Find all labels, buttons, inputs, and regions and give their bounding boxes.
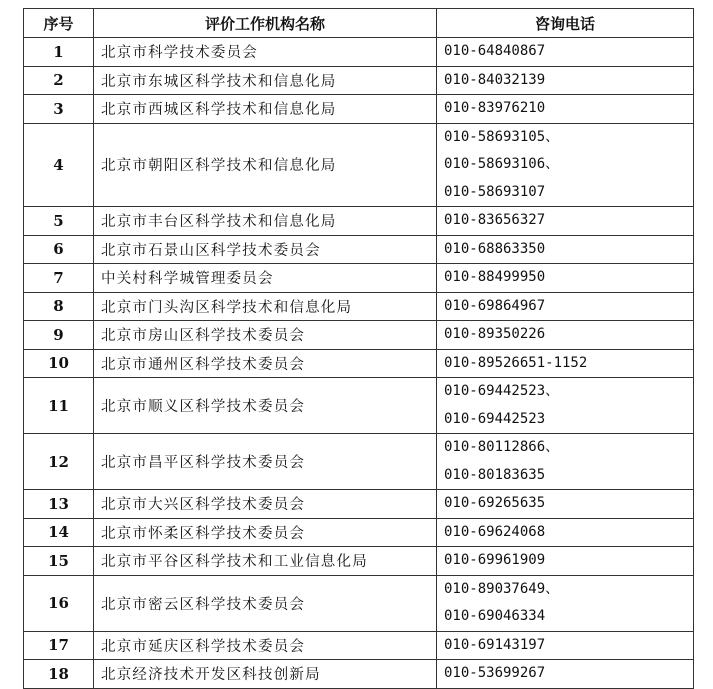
row-index: 6 <box>24 235 94 264</box>
org-name-cell: 北京市通州区科学技术委员会 <box>94 349 437 378</box>
table-row <box>24 378 694 434</box>
table-row <box>24 38 694 67</box>
row-index: 13 <box>24 490 94 519</box>
phone-cell <box>437 547 694 576</box>
table-row <box>24 490 694 519</box>
phone-number: 010-83976210 <box>444 100 546 116</box>
table-row <box>24 575 694 631</box>
phone-number: 010-58693106、 <box>444 156 560 172</box>
row-index: 9 <box>24 321 94 350</box>
row-index: 11 <box>24 378 94 434</box>
table-row <box>24 434 694 490</box>
table-row <box>24 349 694 378</box>
phone-cell <box>437 631 694 660</box>
phone-cell <box>437 349 694 378</box>
org-name-cell: 北京市延庆区科学技术委员会 <box>94 631 437 660</box>
phone-cell <box>437 434 694 490</box>
org-name-cell: 北京市科学技术委员会 <box>94 38 437 67</box>
table-row <box>24 123 694 207</box>
phone-number: 010-53699267 <box>444 665 546 681</box>
contact-table <box>23 8 694 689</box>
org-name-cell: 北京市丰台区科学技术和信息化局 <box>94 207 437 236</box>
row-index: 3 <box>24 95 94 124</box>
header-phone: 咨询电话 <box>437 9 694 38</box>
phone-cell <box>437 123 694 207</box>
org-name-cell: 北京市房山区科学技术委员会 <box>94 321 437 350</box>
row-index: 18 <box>24 660 94 689</box>
org-name-cell: 北京市大兴区科学技术委员会 <box>94 490 437 519</box>
phone-number: 010-69442523、 <box>444 383 560 399</box>
row-index: 15 <box>24 547 94 576</box>
row-index: 4 <box>24 123 94 207</box>
phone-number: 010-64840867 <box>444 43 546 59</box>
phone-cell <box>437 378 694 434</box>
table-row <box>24 66 694 95</box>
row-index: 17 <box>24 631 94 660</box>
table-row <box>24 292 694 321</box>
phone-number: 010-69265635 <box>444 495 546 511</box>
phone-cell <box>437 66 694 95</box>
row-index: 7 <box>24 264 94 293</box>
row-index: 8 <box>24 292 94 321</box>
row-index: 5 <box>24 207 94 236</box>
phone-number: 010-69046334 <box>444 608 546 624</box>
phone-number: 010-68863350 <box>444 240 546 257</box>
phone-cell <box>437 575 694 631</box>
row-index: 10 <box>24 349 94 378</box>
phone-number: 010-89526651-1152 <box>444 354 588 371</box>
org-name-cell: 北京市朝阳区科学技术和信息化局 <box>94 123 437 207</box>
org-name-cell: 北京经济技术开发区科技创新局 <box>94 660 437 689</box>
phone-number: 010-58693107 <box>444 183 546 200</box>
phone-number: 010-84032139 <box>444 71 546 88</box>
org-name-cell: 北京市昌平区科学技术委员会 <box>94 434 437 490</box>
phone-number: 010-88499950 <box>444 269 546 285</box>
phone-number: 010-89350226 <box>444 326 546 342</box>
phone-number: 010-80183635 <box>444 466 546 483</box>
phone-cell <box>437 235 694 264</box>
table-row <box>24 631 694 660</box>
phone-cell <box>437 490 694 519</box>
org-name-cell: 北京市东城区科学技术和信息化局 <box>94 66 437 95</box>
table-row <box>24 547 694 576</box>
phone-cell <box>437 207 694 236</box>
org-name-cell: 北京市门头沟区科学技术和信息化局 <box>94 292 437 321</box>
phone-cell <box>437 95 694 124</box>
org-name-cell: 北京市怀柔区科学技术委员会 <box>94 518 437 547</box>
org-name-cell: 北京市西城区科学技术和信息化局 <box>94 95 437 124</box>
phone-number: 010-89037649、 <box>444 580 560 597</box>
phone-number: 010-69143197 <box>444 636 546 653</box>
phone-cell <box>437 518 694 547</box>
header-index: 序号 <box>24 9 94 38</box>
row-index: 1 <box>24 38 94 67</box>
table-row <box>24 518 694 547</box>
org-name-cell: 中关村科学城管理委员会 <box>94 264 437 293</box>
header-row <box>24 9 694 38</box>
row-index: 14 <box>24 518 94 547</box>
phone-number: 010-69624068 <box>444 523 546 540</box>
table-row <box>24 95 694 124</box>
phone-cell <box>437 292 694 321</box>
phone-number: 010-58693105、 <box>444 128 560 145</box>
row-index: 16 <box>24 575 94 631</box>
table-row <box>24 321 694 350</box>
org-name-cell: 北京市顺义区科学技术委员会 <box>94 378 437 434</box>
org-name-cell: 北京市平谷区科学技术和工业信息化局 <box>94 547 437 576</box>
header-org-name: 评价工作机构名称 <box>94 9 437 38</box>
row-index: 2 <box>24 66 94 95</box>
org-name-cell: 北京市密云区科学技术委员会 <box>94 575 437 631</box>
phone-number: 010-69961909 <box>444 552 546 568</box>
phone-number: 010-80112866、 <box>444 439 560 455</box>
phone-cell <box>437 321 694 350</box>
phone-number: 010-69442523 <box>444 410 546 427</box>
row-index: 12 <box>24 434 94 490</box>
table-row <box>24 235 694 264</box>
table-body <box>24 38 694 689</box>
phone-number: 010-69864967 <box>444 297 546 314</box>
org-name-cell: 北京市石景山区科学技术委员会 <box>94 235 437 264</box>
table-row <box>24 207 694 236</box>
phone-number: 010-83656327 <box>444 212 546 228</box>
table-row <box>24 264 694 293</box>
phone-cell <box>437 38 694 67</box>
phone-cell <box>437 264 694 293</box>
